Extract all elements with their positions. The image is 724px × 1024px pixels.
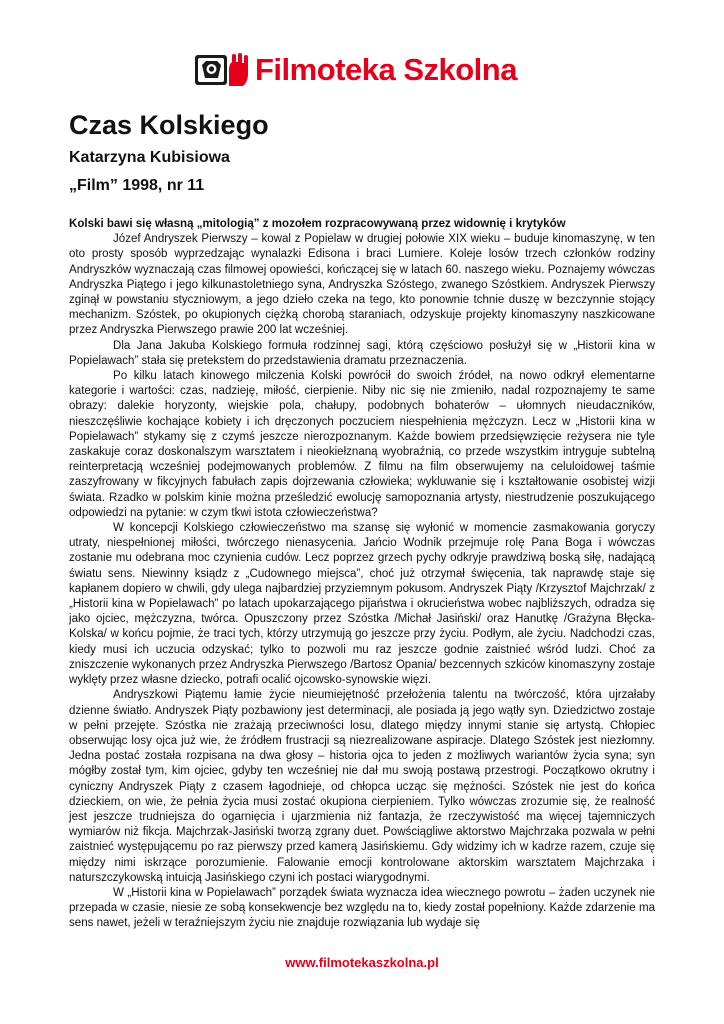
paragraph: Andryszkowi Piątemu łamie życie nieumiejętność przełożenia talentu na twórczość, która ujrzałaby dzienne światło. Andryszek Piąty pozbawiony jest determinacji, ale posiada ją jego wątły syn. Dziedzictwo zostaje w pełni przejęte. Szóstka nie zrażają przeciwności losu, dlatego między innymi stanie się artystą. Chłopiec obserwując losy ojca już wie, że źródłem frustracji są niezrealizowane aspiracje. Dlatego Szóstek jest niezłomny. Jedna postać została rozpisana na dwa głosy – historia ojca to jeden z możliwych wariantów życia syna; syn mógłby został tym, kim ojciec, gdyby ten wcześniej nie dał mu swoją postawą przestrogi. Początkowo okrutny i cyniczny Andryszek Piąty z czasem łagodnieje, od chłopca ucząc się mężności. Szóstek nie jest do końca dzieckiem, on wie, że pełnia życia musi zostać okupiona cierpieniem. Tylko wówczas zrozumie się, że realność jest jeszcze trudniejsza do ogarnięcia i ujarzmienia niż fantazja, że rzeczywistość ma więcej tajemniczych wymiarów niż fikcja. Majchrzak-Jasiński tworzą zgrany duet. Powściągliwe aktorstwo Majchrzaka pozwala w pełni zaistnieć występującemu po raz pierwszy przed kamerą Jasińskiemu. Gdy widzimy ich w kadrze razem, czuje się między nimi iskrzące porozumienie. Falowanie emocji kontrolowane aktorskim warsztatem Majchrzaka i naturszczykowską intuicją Jasińskiego czyni ich postaci wiarygodnymi. [69,689,655,884]
paragraph: W „Historii kina w Popielawach” porządek świata wyznacza idea wiecznego powrotu – żaden uczynek nie przepada w czasie, niesie ze sobą konsekwencje bez względu na to, kiedy został popełniony. Każde zdarzenie ma sens nawet, jeżeli w teraźniejszym życiu nie znajduje rozwiązania lub wydaje się [69,886,655,930]
article-author: Katarzyna Kubisiowa [69,149,230,166]
article-lead: Kolski bawi się własną „mitologią” z mozołem rozpracowywaną przez widownię i krytyków [69,218,566,230]
paragraph: Po kilku latach kinowego milczenia Kolski powrócił do swoich źródeł, na nowo odkrył elementarne kategorie i wartości: czas, nadzieję, miłość, cierpienie. Niby nic się nie zmieniło, nadal rozpoznajemy te same obrazy: dalekie horyzonty, wiejskie pola, chałupy, podobnych bohaterów – ułomnych nieudaczników, nieszczęśliwie kochające kobiety i ich dręczonych poczuciem niespełnienia mężczyzn. Lecz w „Historii kina w Popielawach” stykamy się z czymś jeszcze nierozpoznanym. Każde bowiem przedsięwzięcie reżysera nie tyle zaskakuje coraz doskonalszym warsztatem i nieokiełznaną wyobraźnią, co przede wszystkim intryguje subtelną reinterpretacją wcześniej podejmowanych problemów. Z filmu na film obserwujemy na celuloidowej taśmie zaszyfrowany w fikcyjnych fabułach zapis dojrzewania człowieka; wykluwanie się i kształtowanie osobistej wizji świata. Rzadko w polskim kinie można prześledzić ewolucję samopoznania artysty, niestrudzenie poszukującego odpowiedzi na pytanie: w czym tkwi istota człowieczeństwa? [69,370,655,519]
camera-hand-icon [193,52,253,88]
article-title: Czas Kolskiego [69,110,269,140]
paragraph: Dla Jana Jakuba Kolskiego formuła rodzinnej sagi, którą częściowo posłużył się w „Historii kina w Popielawach” stała się pretekstem do przedstawienia dramatu przeznaczenia. [69,339,655,367]
site-logo[interactable] [193,52,517,88]
logo-text: Filmoteka Szkolna [255,52,517,87]
article-body [69,217,655,932]
paragraph: W koncepcji Kolskiego człowieczeństwo ma szansę się wyłonić w momencie zasmakowania goryczy utraty, niespełnionej miłości, twórczego nienasycenia. Jańcio Wodnik przejmuje rolę Pana Boga i wówczas zostanie mu odebrana moc czynienia cudów. Lecz poprzez grzech pychy odkryje prawdziwą boską siłę, nadającą światu sens. Niewinny ksiądz z „Cudownego miejsca”, choć już otrzymał święcenia, tak naprawdę staje się kapłanem dopiero w chwili, gdy ulega najbardziej przyziemnym pokusom. Andryszek Piąty /Krzysztof Majchrzak/ z „Historii kina w Popielawach” po latach upokarzającego pijaństwa i okrucieństwa wobec najbliższych, odradza się jako ojciec, mężczyzna, twórca. Opuszczony przez Szóstka /Michał Jasiński/ oraz Hanutkę /Grażyna Błęcka-Kolska/ w końcu pojmie, że traci tych, którzy utrzymują go jeszcze przy życiu. Podłym, ale życiu. Nadchodzi czas, kiedy musi ich uczucia odzyskać; tylko to pozwoli mu raz jeszcze godnie zaistnieć wśród ludzi. Choć za zniszczenie wykonanych przez Andryszka Pierwszego /Bartosz Opania/ bezcennych szkiców kinomaszyny zostaje wyklęty przez własne dziecko, potrafi ocalić ojcowsko-synowskie więzi. [69,522,655,687]
paragraph: Józef Andryszek Pierwszy – kowal z Popielaw w drugiej połowie XIX wieku – buduje kinomaszynę, w ten oto prosty sposób wyprzedzając wynalazki Edisona i braci Lumiere. Koleje losów trzech członków rodziny Andryszków wyznaczają czas filmowej opowieści, kończącej się w latach 60. naszego wieku. Poznajemy wówczas Andryszka Piątego i jego kilkunastoletniego syna, Andryszka Szóstego, zwanego Szóstkiem. Andryszek Pierwszy zginął w powstaniu styczniowym, a jego dzieło czeka na tego, kto ponownie tchnie duszę w bezczynnie stojący mechanizm. Szóstek, po okupionych ciężką chorobą staraniach, odzyskuje projekty kinomaszyny naszkicowane przez Andryszka Pierwszego prawie 200 lat wcześniej. [69,233,655,337]
footer-url-link[interactable]: www.filmotekaszkolna.pl [285,955,439,970]
article-source: „Film” 1998, nr 11 [69,177,205,194]
